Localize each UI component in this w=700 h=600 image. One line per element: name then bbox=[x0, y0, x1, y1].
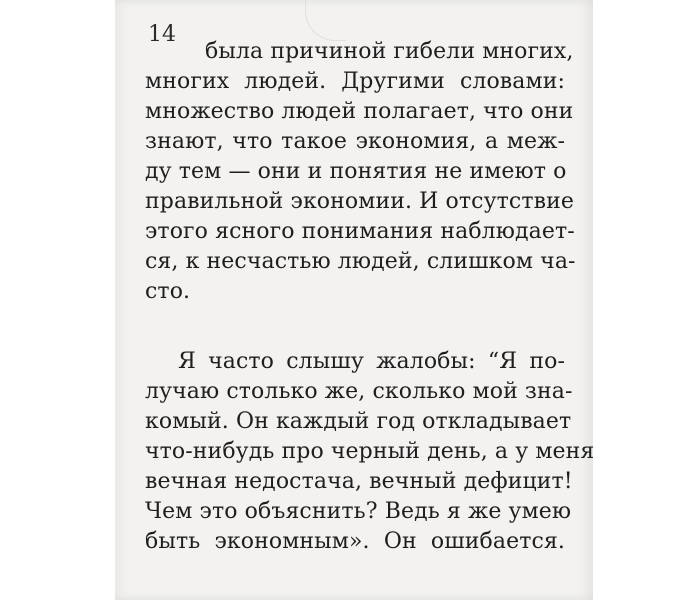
text-line-3: множество людей полагает, что они bbox=[145, 99, 574, 124]
text-line-16: быть экономным». Он ошибается. bbox=[145, 529, 565, 554]
text-line-12: комый. Он каждый год откладывает bbox=[145, 409, 572, 434]
text-line-7: этого ясного понимания наблюдает- bbox=[145, 219, 575, 244]
page-number: 14 bbox=[148, 22, 176, 47]
page-fold-mark bbox=[305, 0, 346, 41]
text-line-15: Чем это объяснить? Ведь я же умею bbox=[145, 499, 572, 524]
text-line-8: ся, к несчастью людей, слишком ча- bbox=[145, 249, 576, 274]
text-line-9: сто. bbox=[145, 279, 191, 304]
text-line-11: лучаю столько же, сколько мой зна- bbox=[145, 379, 573, 404]
text-line-13: что-нибудь про черный день, а у меня bbox=[145, 439, 595, 464]
text-line-1: была причиной гибели многих, bbox=[205, 39, 574, 64]
text-line-2: многих людей. Другими словами: bbox=[145, 69, 565, 94]
text-line-6: правильной экономии. И отсутствие bbox=[145, 189, 574, 214]
text-line-10: Я часто слышу жалобы: “Я по- bbox=[178, 349, 565, 374]
text-line-4: знают, что такое экономия, а меж- bbox=[145, 129, 565, 154]
text-line-14: вечная недостача, вечный дефицит! bbox=[145, 469, 573, 494]
text-line-5: ду тем — они и понятия не имеют о bbox=[145, 159, 567, 184]
